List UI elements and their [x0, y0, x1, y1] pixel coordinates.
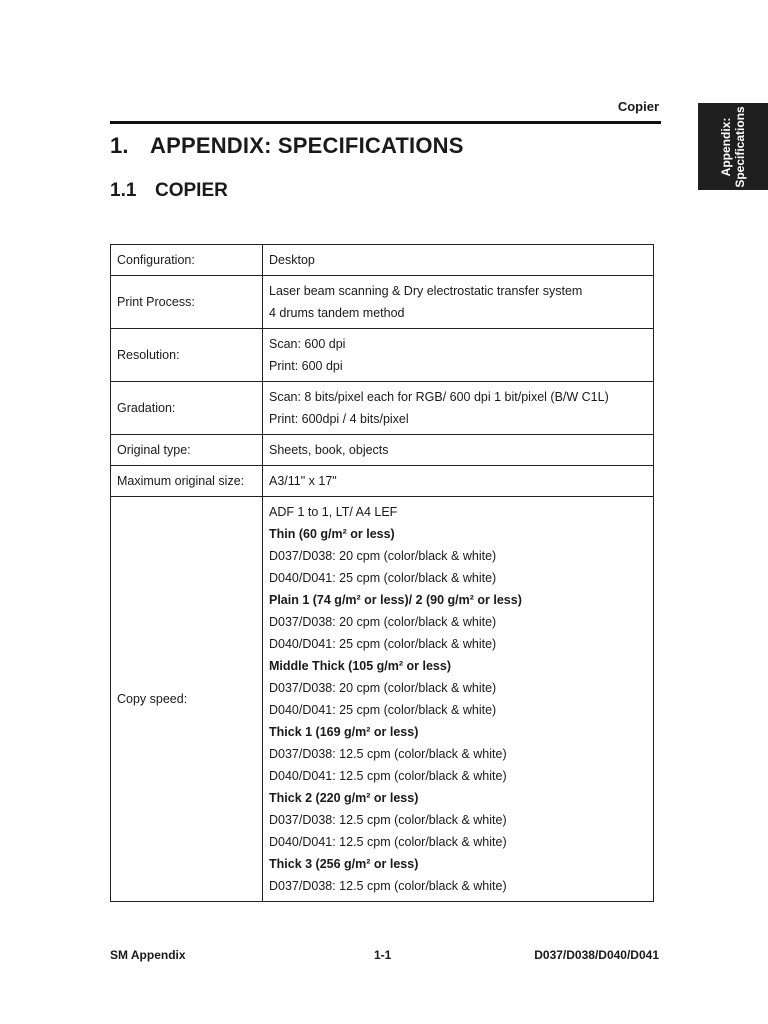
spec-label: Original type:	[111, 435, 263, 466]
spec-value-line: 4 drums tandem method	[269, 306, 405, 320]
chapter-title	[110, 133, 464, 159]
spec-value	[263, 497, 654, 902]
spec-value-line: Thick 3 (256 g/m² or less)	[269, 857, 419, 871]
spec-value-line: Scan: 8 bits/pixel each for RGB/ 600 dpi 1 bit/pixel (B/W C1L)	[269, 390, 609, 404]
spec-value-line: D037/D038: 20 cpm (color/black & white)	[269, 681, 497, 695]
spec-row	[111, 329, 654, 382]
spec-label: Maximum original size:	[111, 466, 263, 497]
spec-value	[263, 466, 654, 497]
spec-value-line: Sheets, book, objects	[269, 443, 389, 457]
spec-row	[111, 382, 654, 435]
side-tab-line-1: Appendix:	[719, 117, 733, 176]
spec-value	[263, 245, 654, 276]
spec-value-line: Print: 600 dpi	[269, 359, 343, 373]
spec-value	[263, 276, 654, 329]
specifications-table	[110, 244, 654, 902]
spec-row	[111, 245, 654, 276]
spec-label: Configuration:	[111, 245, 263, 276]
spec-value-line: D037/D038: 20 cpm (color/black & white)	[269, 615, 497, 629]
spec-value-line: D037/D038: 12.5 cpm (color/black & white)	[269, 879, 507, 893]
spec-value-line: Plain 1 (74 g/m² or less)/ 2 (90 g/m² or less)	[269, 593, 522, 607]
spec-label: Gradation:	[111, 382, 263, 435]
spec-value-line: Print: 600dpi / 4 bits/pixel	[269, 412, 409, 426]
spec-value-line: Middle Thick (105 g/m² or less)	[269, 659, 451, 673]
spec-value-line: D037/D038: 12.5 cpm (color/black & white)	[269, 747, 507, 761]
spec-value-line: D040/D041: 12.5 cpm (color/black & white)	[269, 769, 507, 783]
spec-value-line: D037/D038: 12.5 cpm (color/black & white)	[269, 813, 507, 827]
spec-value-line: Laser beam scanning & Dry electrostatic transfer system	[269, 284, 583, 298]
footer-page-number: 1-1	[374, 948, 392, 962]
spec-row	[111, 435, 654, 466]
spec-row	[111, 276, 654, 329]
spec-label: Copy speed:	[111, 497, 263, 902]
section-side-tab	[698, 103, 768, 190]
spec-value-line: A3/11" x 17"	[269, 474, 337, 488]
spec-value-line: D037/D038: 20 cpm (color/black & white)	[269, 549, 497, 563]
spec-label: Print Process:	[111, 276, 263, 329]
spec-value-line: D040/D041: 25 cpm (color/black & white)	[269, 637, 497, 651]
spec-value-line: Desktop	[269, 253, 315, 267]
spec-value	[263, 329, 654, 382]
chapter-title-text: APPENDIX: SPECIFICATIONS	[150, 133, 464, 158]
running-header: Copier	[617, 99, 659, 114]
footer-model-codes: D037/D038/D040/D041	[534, 948, 659, 962]
header-rule	[110, 121, 661, 124]
spec-value	[263, 382, 654, 435]
spec-row	[111, 466, 654, 497]
spec-row	[111, 497, 654, 902]
footer-manual-name: SM Appendix	[110, 948, 186, 962]
spec-value-line: D040/D041: 25 cpm (color/black & white)	[269, 703, 497, 717]
section-number: 1.1	[110, 180, 137, 201]
section-title	[110, 180, 228, 202]
spec-value-line: D040/D041: 12.5 cpm (color/black & white)	[269, 835, 507, 849]
spec-value-line: Thick 1 (169 g/m² or less)	[269, 725, 419, 739]
spec-value-line: Thick 2 (220 g/m² or less)	[269, 791, 419, 805]
spec-value	[263, 435, 654, 466]
section-title-text: COPIER	[155, 180, 228, 201]
spec-value-line: Thin (60 g/m² or less)	[269, 527, 395, 541]
spec-label: Resolution:	[111, 329, 263, 382]
side-tab-line-2: Specifications	[733, 105, 747, 188]
spec-value-line: ADF 1 to 1, LT/ A4 LEF	[269, 505, 398, 519]
chapter-number: 1.	[110, 133, 129, 158]
spec-value-line: Scan: 600 dpi	[269, 337, 346, 351]
spec-value-line: D040/D041: 25 cpm (color/black & white)	[269, 571, 497, 585]
